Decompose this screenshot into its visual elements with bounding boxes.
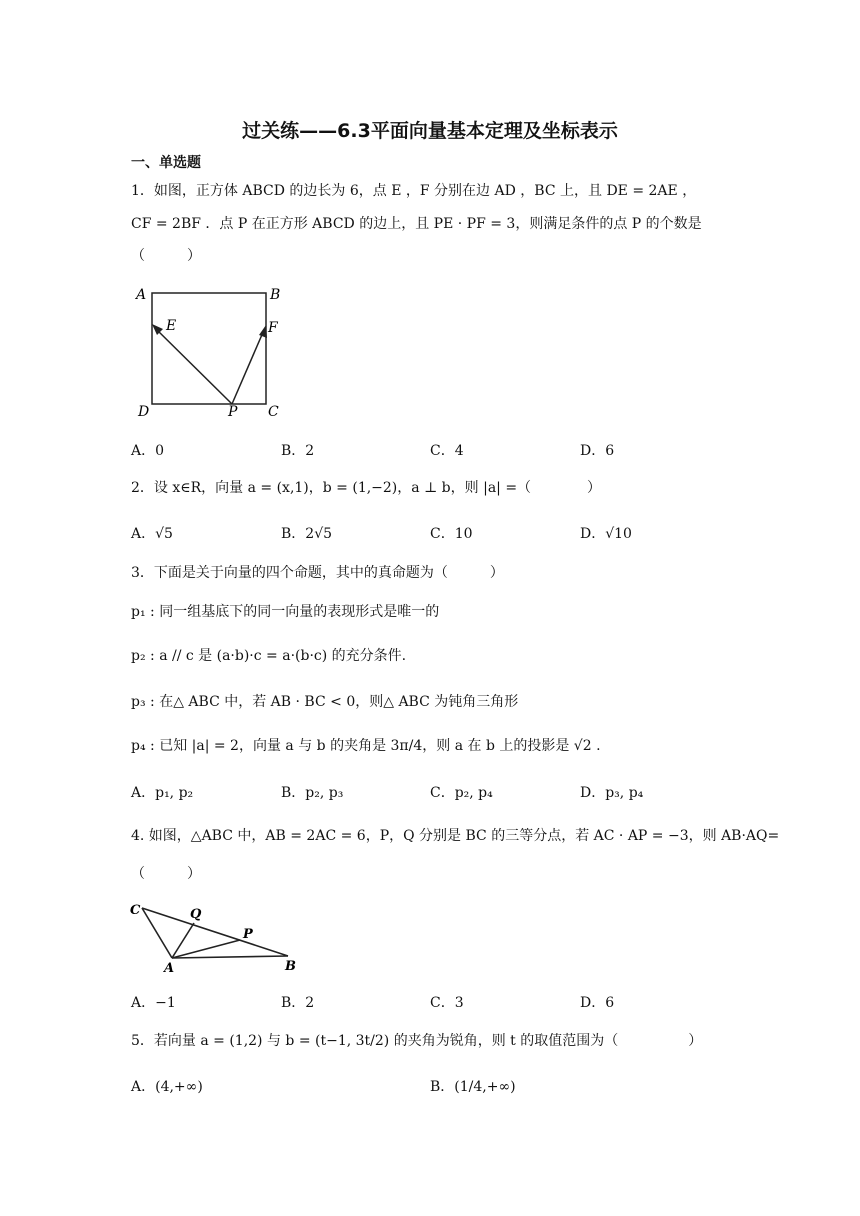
q3-proposition-4: p₄ : 已知 |a| = 2，向量 a 与 b 的夹角是 3π/4，则 a 在 b 上的投影是 √2 . bbox=[131, 738, 601, 754]
label-p: P bbox=[228, 404, 238, 420]
q4-option-c: C．3 bbox=[430, 995, 464, 1011]
q4-stem: 4. 如图，△ABC 中，AB = 2AC = 6，P，Q 分别是 BC 的三等分点，若 AC · AP = −3，则 AB·AQ= bbox=[131, 828, 780, 844]
q3-proposition-1: p₁ : 同一组基底下的同一向量的表现形式是唯一的 bbox=[131, 604, 440, 620]
q2-option-c: C．10 bbox=[430, 526, 473, 542]
label-b: B bbox=[285, 959, 296, 974]
q1-stem-line2: CF = 2BF ．点 P 在正方形 ABCD 的边上，且 PE · PF = 3，则满足条件的点 P 的个数是 bbox=[131, 216, 702, 232]
page-title: 过关练——6.3平面向量基本定理及坐标表示 bbox=[242, 120, 618, 142]
square-abcd bbox=[152, 293, 266, 404]
q1-paren: （ ） bbox=[131, 248, 201, 264]
label-d: D bbox=[138, 404, 150, 420]
label-f: F bbox=[268, 320, 278, 336]
vector-pe bbox=[154, 327, 232, 404]
q2-stem: 2．设 x∈R，向量 a = (x,1)，b = (1,−2)，a ⊥ b，则 |a| =（ ） bbox=[131, 480, 602, 496]
q4-paren: （ ） bbox=[131, 866, 201, 882]
label-a: A bbox=[136, 287, 147, 303]
q1-stem-line1: 1．如图，正方体 ABCD 的边长为 6，点 E ，F 分别在边 AD ，BC 上，且 DE = 2AE ， bbox=[131, 183, 697, 199]
q5-option-b: B．(1/4,+∞) bbox=[430, 1079, 516, 1095]
q1-option-d: D．6 bbox=[580, 443, 615, 459]
q3-proposition-3: p₃ : 在△ ABC 中，若 AB · BC < 0，则△ ABC 为钝角三角形 bbox=[131, 694, 519, 710]
q4-option-b: B．2 bbox=[281, 995, 315, 1011]
q1-square-figure bbox=[128, 280, 298, 422]
q2-option-b: B．2√5 bbox=[281, 526, 333, 542]
q3-option-d: D．p₃, p₄ bbox=[580, 785, 644, 801]
q3-proposition-2: p₂ : a // c 是 (a·b)·c = a·(b·c) 的充分条件. bbox=[131, 648, 407, 664]
q2-option-d: D．√10 bbox=[580, 526, 632, 542]
q4-option-d: D．6 bbox=[580, 995, 615, 1011]
q3-option-c: C．p₂, p₄ bbox=[430, 785, 493, 801]
label-c: C bbox=[130, 903, 141, 918]
segment-ab bbox=[172, 956, 288, 958]
label-b: B bbox=[270, 287, 281, 303]
q3-stem: 3．下面是关于向量的四个命题，其中的真命题为（ ） bbox=[131, 565, 504, 581]
q5-option-a: A．(4,+∞) bbox=[131, 1079, 203, 1095]
q1-option-c: C．4 bbox=[430, 443, 464, 459]
segment-ca bbox=[142, 908, 172, 958]
label-e: E bbox=[166, 318, 177, 334]
q4-option-a: A．−1 bbox=[131, 995, 176, 1011]
arrowhead-f bbox=[259, 325, 267, 338]
label-q: Q bbox=[190, 907, 202, 922]
label-c: C bbox=[268, 404, 279, 420]
q5-stem: 5．若向量 a = (1,2) 与 b = (t−1, 3t/2) 的夹角为锐角，则 t 的取值范围为（ ） bbox=[131, 1033, 703, 1049]
q3-option-a: A．p₁, p₂ bbox=[131, 785, 194, 801]
q1-option-b: B．2 bbox=[281, 443, 315, 459]
q4-triangle-figure bbox=[128, 896, 304, 976]
label-a: A bbox=[164, 961, 175, 976]
label-p: P bbox=[243, 927, 253, 942]
q2-option-a: A．√5 bbox=[131, 526, 173, 542]
segment-cb bbox=[142, 908, 288, 956]
q3-option-b: B．p₂, p₃ bbox=[281, 785, 344, 801]
vector-pf bbox=[232, 330, 264, 404]
q1-option-a: A．0 bbox=[131, 443, 165, 459]
section-heading: 一、单选题 bbox=[131, 155, 201, 171]
